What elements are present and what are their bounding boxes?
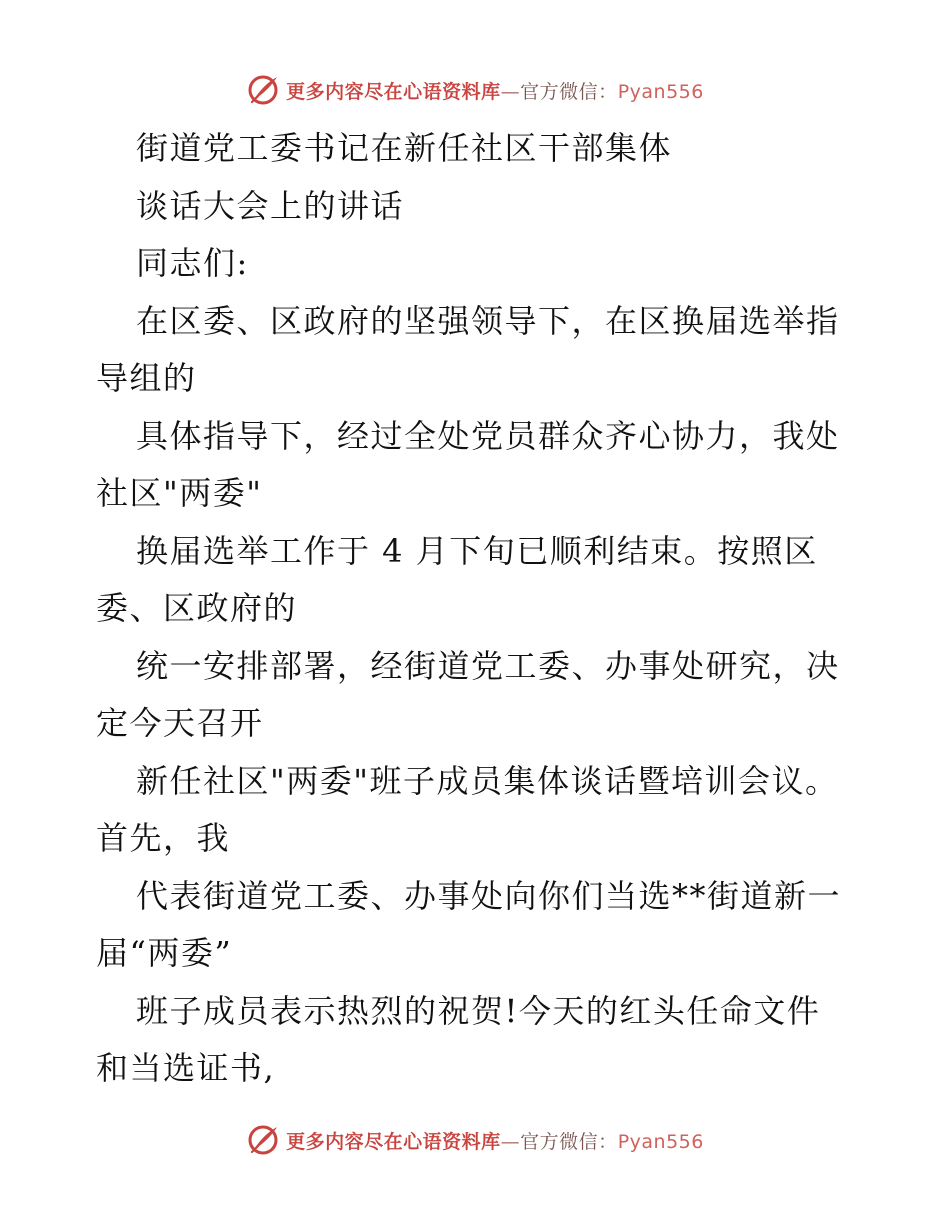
doc-line: 委、区政府的: [96, 589, 298, 627]
banner-text: [286, 77, 704, 104]
doc-line: 届“两委”: [96, 934, 233, 972]
doc-line: 社区"两委": [96, 474, 263, 512]
doc-line: 首先，我: [96, 819, 231, 857]
doc-line: 代表街道党工委、办事处向你们当选**街道新一: [136, 876, 842, 915]
banner-text: [286, 1127, 704, 1154]
doc-line: 在区委、区政府的坚强领导下，在区换届选举指: [136, 301, 840, 340]
doc-line: 统一安排部署，经街道党工委、办事处研究，决: [136, 646, 840, 685]
banner-wechat-label: 官方微信：: [520, 80, 618, 103]
doc-line: 具体指导下，经过全处党员群众齐心协力，我处: [136, 416, 840, 455]
document-body: [96, 120, 856, 1098]
banner-wechat-label: 官方微信：: [520, 1130, 618, 1153]
banner-wechat-id: Pyan556: [617, 1130, 704, 1153]
doc-line: 换届选举工作于 4 月下旬已顺利结束。按照区: [136, 531, 818, 570]
banner-wechat-id: Pyan556: [617, 80, 704, 103]
doc-line: 导组的: [96, 359, 197, 397]
header-banner: [0, 70, 950, 110]
banner-main-text: 更多内容尽在心语资料库: [286, 1130, 501, 1153]
footer-banner: [0, 1120, 950, 1160]
doc-line: 新任社区"两委"班子成员集体谈话暨培训会议。: [136, 761, 839, 800]
doc-title-line-2: 谈话大会上的讲话: [136, 186, 405, 225]
doc-line: 和当选证书,: [96, 1049, 276, 1087]
feather-quill-logo-icon: [246, 1123, 280, 1157]
banner-dash: —: [500, 80, 521, 103]
doc-line: 班子成员表示热烈的祝贺!今天的红头任命文件: [136, 991, 821, 1030]
doc-salutation: 同志们:: [136, 244, 249, 282]
feather-quill-logo-icon: [246, 73, 280, 107]
doc-line: 定今天召开: [96, 704, 264, 742]
doc-title-line-1: 街道党工委书记在新任社区干部集体: [136, 129, 673, 167]
banner-main-text: 更多内容尽在心语资料库: [286, 80, 501, 103]
banner-dash: —: [500, 1130, 521, 1153]
